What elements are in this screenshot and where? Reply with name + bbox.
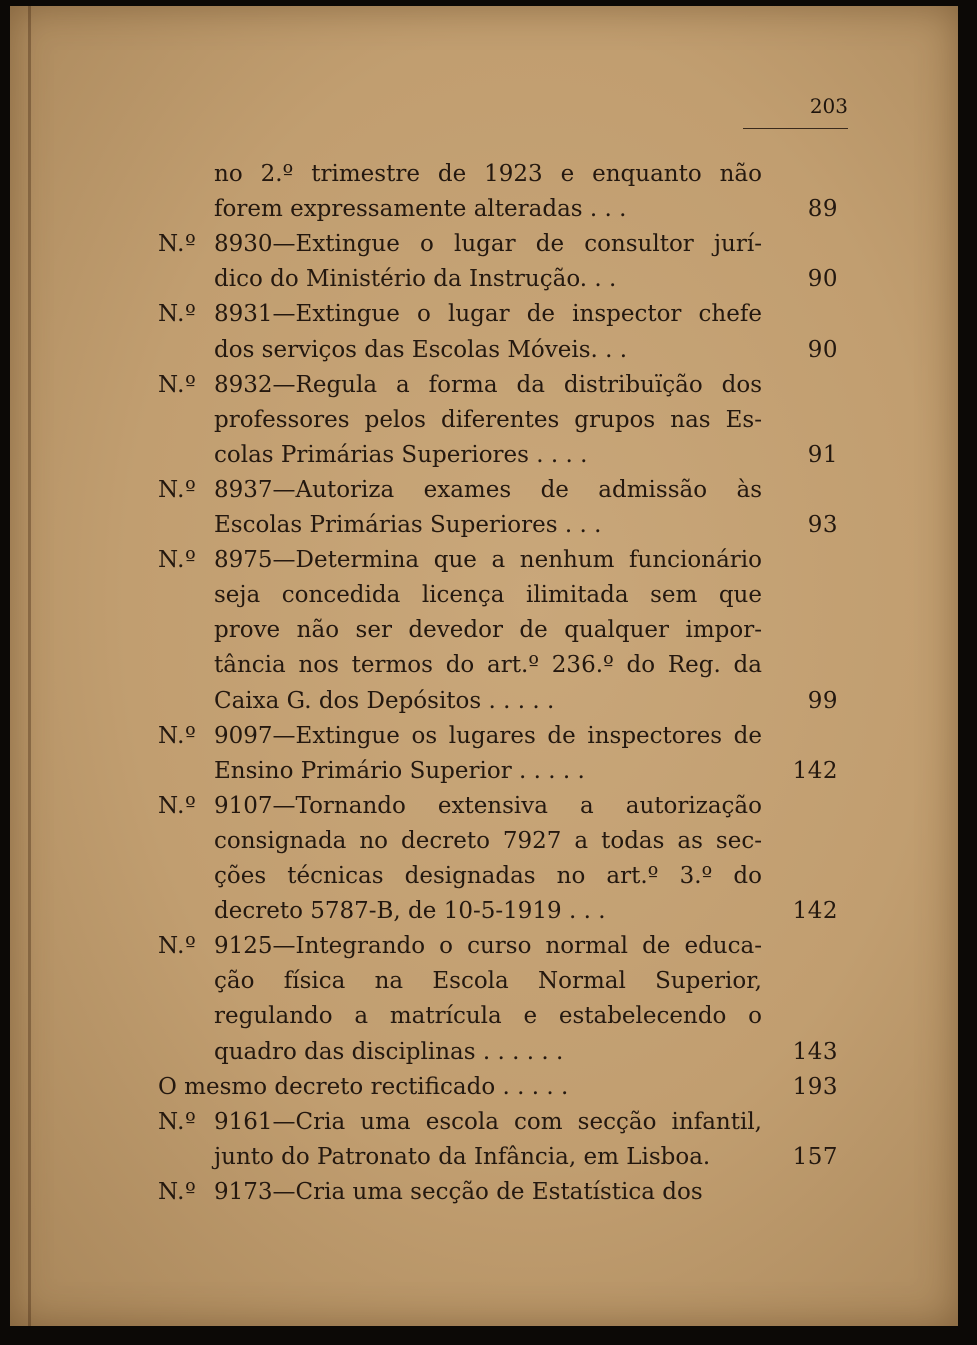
- index-line: [10, 790, 958, 822]
- entry-text: dos serviços das Escolas Móveis. . .: [214, 336, 628, 363]
- entry-text: 9097—Extingue os lugares de inspectores de: [214, 722, 762, 749]
- entry-text: regulando a matrícula e estabelecendo o: [214, 1003, 762, 1030]
- entry-page-number: 93: [807, 512, 838, 538]
- entry-prefix: N.º: [158, 371, 197, 398]
- entry-text: Caixa G. dos Depósitos . . . . .: [214, 687, 555, 714]
- entry-text: ção física na Escola Normal Superior,: [214, 968, 762, 995]
- page-number: 203: [809, 94, 848, 118]
- entry-page-number: 157: [792, 1143, 838, 1170]
- entry-prefix: N.º: [158, 933, 197, 960]
- entry-text: dico do Ministério da Instrução. . .: [214, 266, 617, 293]
- entry-text: junto do Patronato da Infância, em Lisboa.: [214, 1143, 711, 1170]
- index-line: [10, 1071, 958, 1103]
- index-line: [10, 1036, 958, 1068]
- entry-page-number: 90: [807, 266, 838, 293]
- index-line: [10, 720, 958, 752]
- index-line: [10, 544, 958, 576]
- entry-prefix: N.º: [158, 547, 197, 574]
- entry-text: 8975—Determina que a nenhum funcionário: [214, 547, 762, 574]
- entry-prefix: N.º: [158, 301, 197, 328]
- index-line: [10, 334, 958, 366]
- entry-prefix: N.º: [158, 231, 197, 258]
- entry-page-number: 142: [792, 757, 838, 784]
- index-line: [10, 930, 958, 962]
- index-line: [10, 579, 958, 611]
- entry-prefix: N.º: [158, 1108, 197, 1135]
- entry-prefix: N.º: [158, 722, 197, 749]
- entry-page-number: 193: [792, 1073, 838, 1100]
- entry-text: ções técnicas designadas no art.º 3.º do: [214, 863, 762, 889]
- entry-text: prove não ser devedor de qualquer impor-: [214, 617, 762, 644]
- index-line: [10, 193, 958, 225]
- entry-text: professores pelos diferentes grupos nas Es-: [214, 406, 762, 433]
- entry-text: quadro das disciplinas . . . . . .: [214, 1038, 564, 1065]
- entry-text: forem expressamente alteradas . . .: [214, 196, 627, 223]
- index-line: [10, 965, 958, 997]
- entry-text: 9107—Tornando extensiva a autorização: [214, 792, 762, 819]
- entry-page-number: 90: [807, 336, 838, 363]
- entry-text: no 2.º trimestre de 1923 e enquanto não: [214, 161, 762, 187]
- index-line: [10, 614, 958, 646]
- entry-text: 9173—Cria uma secção de Estatística dos: [214, 1178, 703, 1205]
- entry-text: 8930—Extingue o lugar de consultor jurí-: [214, 231, 762, 258]
- index-line: [10, 649, 958, 681]
- entry-text: consignada no decreto 7927 a todas as sec-: [214, 827, 762, 854]
- entry-text: seja concedida licença ilimitada sem que: [214, 582, 762, 609]
- index-line: [10, 1141, 958, 1173]
- entry-text: Ensino Primário Superior . . . . .: [214, 757, 585, 784]
- entry-text: 8932—Regula a forma da distribuïção dos: [214, 371, 762, 398]
- entry-page-number: 89: [807, 196, 838, 223]
- index-line: [10, 1106, 958, 1138]
- entry-text: 8937—Autoriza exames de admissão às: [214, 476, 762, 503]
- index-line: [10, 895, 958, 927]
- index-line: [10, 298, 958, 330]
- entry-text: 9125—Integrando o curso normal de educa-: [214, 933, 762, 960]
- index-line: [10, 228, 958, 260]
- entry-text: O mesmo decreto rectificado . . . . .: [158, 1073, 569, 1100]
- index-line: [10, 685, 958, 717]
- entry-page-number: 142: [792, 898, 838, 925]
- entry-page-number: 91: [807, 441, 838, 468]
- entry-text: 9161—Cria uma escola com secção infantil,: [214, 1108, 762, 1135]
- entry-text: Escolas Primárias Superiores . . .: [214, 512, 602, 538]
- index-line: [10, 263, 958, 295]
- index-line: [10, 1000, 958, 1032]
- entry-prefix: N.º: [158, 476, 197, 503]
- index-line: [10, 509, 958, 541]
- entry-page-number: 99: [807, 687, 838, 714]
- index-line: [10, 158, 958, 190]
- entry-text: colas Primárias Superiores . . . .: [214, 441, 588, 468]
- entry-text: 8931—Extingue o lugar de inspector chefe: [214, 301, 762, 328]
- index-line: [10, 439, 958, 471]
- entry-prefix: N.º: [158, 1178, 197, 1205]
- entry-text: tância nos termos do art.º 236.º do Reg. da: [214, 652, 762, 679]
- index-line: [10, 1176, 958, 1208]
- entry-text: decreto 5787-B, de 10-5-1919 . . .: [214, 898, 606, 925]
- index-line: [10, 369, 958, 401]
- index-line: [10, 825, 958, 857]
- index-line: [10, 755, 958, 787]
- entry-prefix: N.º: [158, 792, 197, 819]
- book-page: [10, 6, 958, 1326]
- header-rule: [743, 128, 848, 129]
- index-line: [10, 860, 958, 892]
- entry-page-number: 143: [792, 1038, 838, 1065]
- index-line: [10, 404, 958, 436]
- index-line: [10, 474, 958, 506]
